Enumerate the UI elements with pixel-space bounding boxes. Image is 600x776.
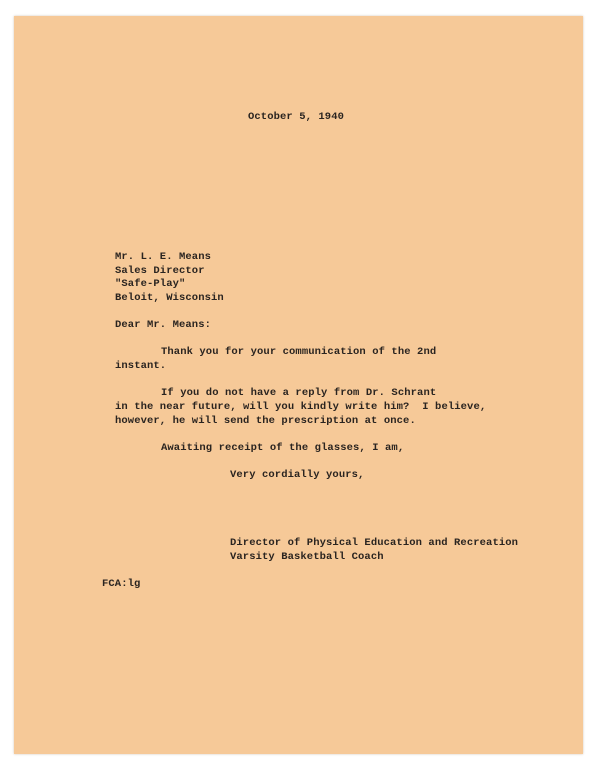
recipient-company: "Safe-Play" (115, 278, 186, 290)
salutation: Dear Mr. Means: (115, 319, 212, 331)
recipient-location: Beloit, Wisconsin (115, 292, 224, 304)
paragraph-2-line-2: in the near future, will you kindly write him? I believe, (115, 401, 487, 413)
signature-title-2: Varsity Basketball Coach (230, 551, 384, 563)
typist-initials: FCA:lg (102, 578, 141, 590)
paragraph-2-line-1: If you do not have a reply from Dr. Schrant (161, 387, 437, 399)
letter-page (14, 16, 583, 754)
paragraph-1-line-2: instant. (115, 360, 167, 372)
recipient-title: Sales Director (115, 265, 205, 277)
letter-date: October 5, 1940 (248, 111, 345, 123)
recipient-name: Mr. L. E. Means (115, 251, 212, 263)
paragraph-2-line-3: however, he will send the prescription at once. (115, 415, 416, 427)
paragraph-3: Awaiting receipt of the glasses, I am, (161, 442, 405, 454)
paragraph-1-line-1: Thank you for your communication of the 2nd (161, 346, 437, 358)
closing: Very cordially yours, (230, 469, 365, 481)
signature-title-1: Director of Physical Education and Recreation (230, 537, 519, 549)
